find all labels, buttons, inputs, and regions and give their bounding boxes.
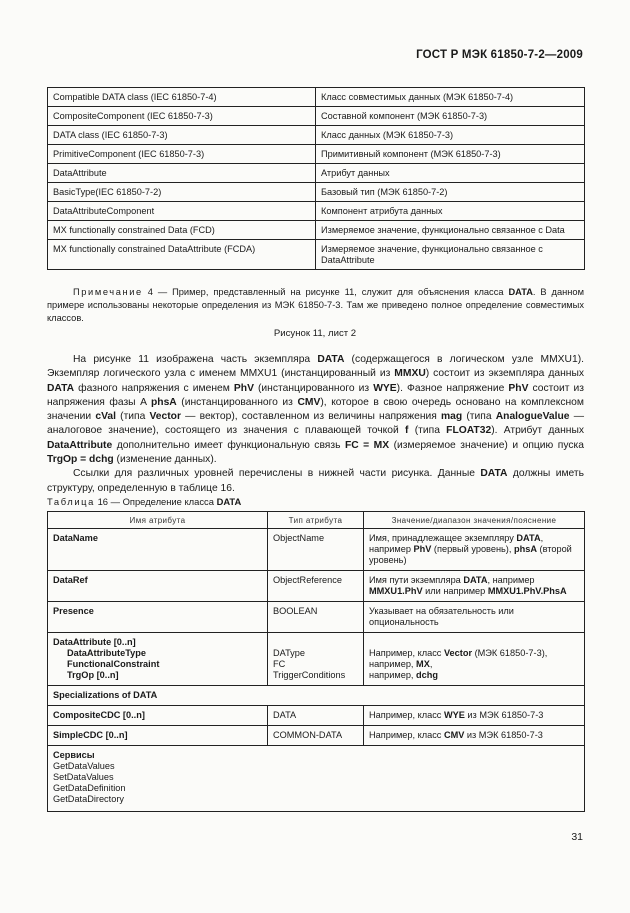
dataname-name: DataName <box>48 529 268 571</box>
bold-term: FLOAT32 <box>446 425 492 437</box>
table-16-title <box>47 496 241 507</box>
mapping-row <box>48 240 585 270</box>
body-text <box>47 353 584 496</box>
simplecdc-name: SimpleCDC [0..n] <box>48 726 268 746</box>
presence-desc: Указывает на обязательность или опциональность <box>364 602 585 633</box>
note-bold-data: DATA <box>508 287 533 297</box>
data-class-table <box>47 511 585 812</box>
bold-term: DATA <box>480 468 508 480</box>
mapping-row <box>48 221 585 240</box>
service-getdatavalues: GetDataValues <box>53 761 115 771</box>
mapping-term-en: DataAttribute <box>48 164 316 183</box>
dataattribute-sub-type: DataAttributeType <box>67 648 146 658</box>
dataref-name: DataRef <box>48 571 268 602</box>
row-compositecdc <box>48 706 585 726</box>
term-mapping-table <box>47 87 585 270</box>
dataattribute-type-datype: DAType <box>273 648 305 658</box>
bold-term: f <box>405 425 409 437</box>
dataattribute-desc-2: например, MX, <box>369 659 433 669</box>
row-dataattribute <box>48 633 585 686</box>
bold-term: PhV <box>413 544 432 554</box>
bold-term: dchg <box>416 670 438 680</box>
bold-term: phsA <box>513 544 537 554</box>
note-text-2: . В данном примере использованы некоторые определения из МЭК 61850-7-3. Там же приведено полное определение совместимых классов. <box>47 287 584 323</box>
simplecdc-desc: Например, класс CMV из МЭК 61850-7-3 <box>364 726 585 746</box>
mapping-term-en: CompositeComponent (IEC 61850-7-3) <box>48 107 316 126</box>
table-number: 16 <box>97 496 109 507</box>
compositecdc-name: CompositeCDC [0..n] <box>48 706 268 726</box>
mapping-row <box>48 164 585 183</box>
bold-term: AnalogueValue <box>495 411 570 423</box>
mapping-term-en: DataAttributeComponent <box>48 202 316 221</box>
dataattribute-name: DataAttribute [0..n] <box>53 637 136 647</box>
dataref-type: ObjectReference <box>268 571 364 602</box>
dataname-type: ObjectName <box>268 529 364 571</box>
page-number: 31 <box>571 831 583 843</box>
mapping-term-ru: Класс совместимых данных (МЭК 61850-7-4) <box>316 88 585 107</box>
dataattribute-desc-1: Например, класс Vector (МЭК 61850-7-3), <box>369 648 548 658</box>
class-table-header-row <box>48 512 585 529</box>
bold-term: PhV <box>508 382 529 394</box>
mapping-term-ru: Примитивный компонент (МЭК 61850-7-3) <box>316 145 585 164</box>
dataattribute-sub-fc: FunctionalConstraint <box>67 659 160 669</box>
table-title-bold: DATA <box>216 496 242 507</box>
mapping-term-ru: Компонент атрибута данных <box>316 202 585 221</box>
mapping-row <box>48 88 585 107</box>
dataattribute-desc-cell <box>364 633 585 686</box>
table-label: Таблица <box>47 496 95 507</box>
services-cell <box>48 746 585 812</box>
dataattribute-sub-trgop: TrgOp [0..n] <box>67 670 119 680</box>
dataattribute-name-cell <box>48 633 268 686</box>
presence-type: BOOLEAN <box>268 602 364 633</box>
service-getdatadirectory: GetDataDirectory <box>53 794 124 804</box>
bold-term: DATA <box>463 575 488 585</box>
mapping-term-en: MX functionally constrained Data (FCD) <box>48 221 316 240</box>
bold-term: Vector <box>443 648 473 658</box>
mapping-term-en: MX functionally constrained DataAttribute (FCDA) <box>48 240 316 270</box>
paragraph-2: Ссылки для различных уровней перечислены в нижней части рисунка. Данные DATA должны иметь структуру, определенную в таблице 16. <box>47 468 584 494</box>
bold-term: Vector <box>149 411 181 423</box>
mapping-term-en: BasicType(IEC 61850-7-2) <box>48 183 316 202</box>
mapping-term-en: Compatible DATA class (IEC 61850-7-4) <box>48 88 316 107</box>
bold-term: FC = MX <box>344 439 390 451</box>
dataattribute-desc-3: например, dchg <box>369 670 438 680</box>
figure-caption: Рисунок 11, лист 2 <box>273 328 357 339</box>
specializations-label: Specializations of DATA <box>48 686 585 706</box>
dataref-desc: Имя пути экземпляра DATA, например MMXU1.PhV или например MMXU1.PhV.PhsA <box>364 571 585 602</box>
service-setdatavalues: SetDataValues <box>53 772 114 782</box>
bold-term: phsA <box>150 396 177 408</box>
note-text-1: — Пример, представленный на рисунке 11, служит для объяснения класса <box>152 287 509 297</box>
dataattribute-type-fc: FC <box>273 659 286 669</box>
bold-term: DATA <box>47 382 75 394</box>
mapping-term-ru: Класс данных (МЭК 61850-7-3) <box>316 126 585 145</box>
mapping-term-ru: Измеряемое значение, функционально связанное с Data <box>316 221 585 240</box>
row-specializations <box>48 686 585 706</box>
dataname-desc: Имя, принадлежащее экземпляру DATA, например PhV (первый уровень), phsA (второй уровень) <box>364 529 585 571</box>
bold-term: MMXU1.PhV.PhsA <box>487 586 567 596</box>
row-services <box>48 746 585 812</box>
note-4 <box>47 286 584 325</box>
service-getdatadefinition: GetDataDefinition <box>53 783 126 793</box>
document-header: ГОСТ Р МЭК 61850-7-2—2009 <box>416 49 583 61</box>
presence-name: Presence <box>48 602 268 633</box>
mapping-row <box>48 145 585 164</box>
mapping-term-en: DATA class (IEC 61850-7-3) <box>48 126 316 145</box>
mapping-term-ru: Атрибут данных <box>316 164 585 183</box>
mapping-term-ru: Измеряемое значение, функционально связанное с DataAttribute <box>316 240 585 270</box>
bold-term: MX <box>416 659 430 669</box>
bold-term: WYE <box>373 382 397 394</box>
bold-term: WYE <box>443 710 465 720</box>
mapping-term-en: PrimitiveComponent (IEC 61850-7-3) <box>48 145 316 164</box>
row-dataref <box>48 571 585 602</box>
paragraph-1: На рисунке 11 изображена часть экземпляра DATA (содержащегося в логическом узле MMXU1). Экземпляр логического узла с именем MMXU1 (инстанцированный из MMXU) состоит из экземпляра данных DATA фазного напряжения с именем PhV (инстанцированного из WYE). Фазное напряжение PhV состоит из напряжения фазы A phsA (инстанцированного из CMV), которое в свою очередь основано на комплексном значении cVal (типа Vector — вектор), составленном из величины напряжения mag (типа AnalogueValue — аналоговое значение), состоящего из значения с плавающей точкой f (типа FLOAT32). Атрибут данных DataAttribute дополнительно имеет функциональную связь FC = MX (измеряемое значение) и опцию пуска TrgOp = dchg (изменение данных). <box>47 354 585 466</box>
compositecdc-type: DATA <box>268 706 364 726</box>
compositecdc-desc: Например, класс WYE из МЭК 61850-7-3 <box>364 706 585 726</box>
row-simplecdc <box>48 726 585 746</box>
bold-term: TrgOp = dchg <box>47 454 114 466</box>
table-title-text: — Определение класса <box>108 496 217 507</box>
dataattribute-type-cell <box>268 633 364 686</box>
bold-term: DataAttribute <box>47 439 113 451</box>
bold-term: DATA <box>516 533 541 543</box>
note-label: Примечание <box>73 287 143 297</box>
bold-term: PhV <box>233 382 254 394</box>
bold-term: cVal <box>95 411 116 423</box>
mapping-row <box>48 202 585 221</box>
simplecdc-type: COMMON-DATA <box>268 726 364 746</box>
services-label: Сервисы <box>53 750 95 760</box>
bold-term: CMV <box>297 396 321 408</box>
bold-term: DATA <box>317 354 345 365</box>
row-dataname <box>48 529 585 571</box>
mapping-row <box>48 126 585 145</box>
header-attribute-type: Тип атрибута <box>268 512 364 529</box>
header-attribute-name: Имя атрибута <box>48 512 268 529</box>
dataattribute-type-trigger: TriggerConditions <box>273 670 346 680</box>
bold-term: mag <box>441 411 463 423</box>
bold-term: MMXU <box>394 368 426 380</box>
header-value-range: Значение/диапазон значения/пояснение <box>364 512 585 529</box>
mapping-term-ru: Базовый тип (МЭК 61850-7-2) <box>316 183 585 202</box>
row-presence <box>48 602 585 633</box>
mapping-row <box>48 183 585 202</box>
note-number: 4 <box>147 287 153 297</box>
bold-term: MMXU1.PhV <box>369 586 423 596</box>
mapping-term-ru: Составной компонент (МЭК 61850-7-3) <box>316 107 585 126</box>
bold-term: CMV <box>443 730 465 740</box>
mapping-row <box>48 107 585 126</box>
